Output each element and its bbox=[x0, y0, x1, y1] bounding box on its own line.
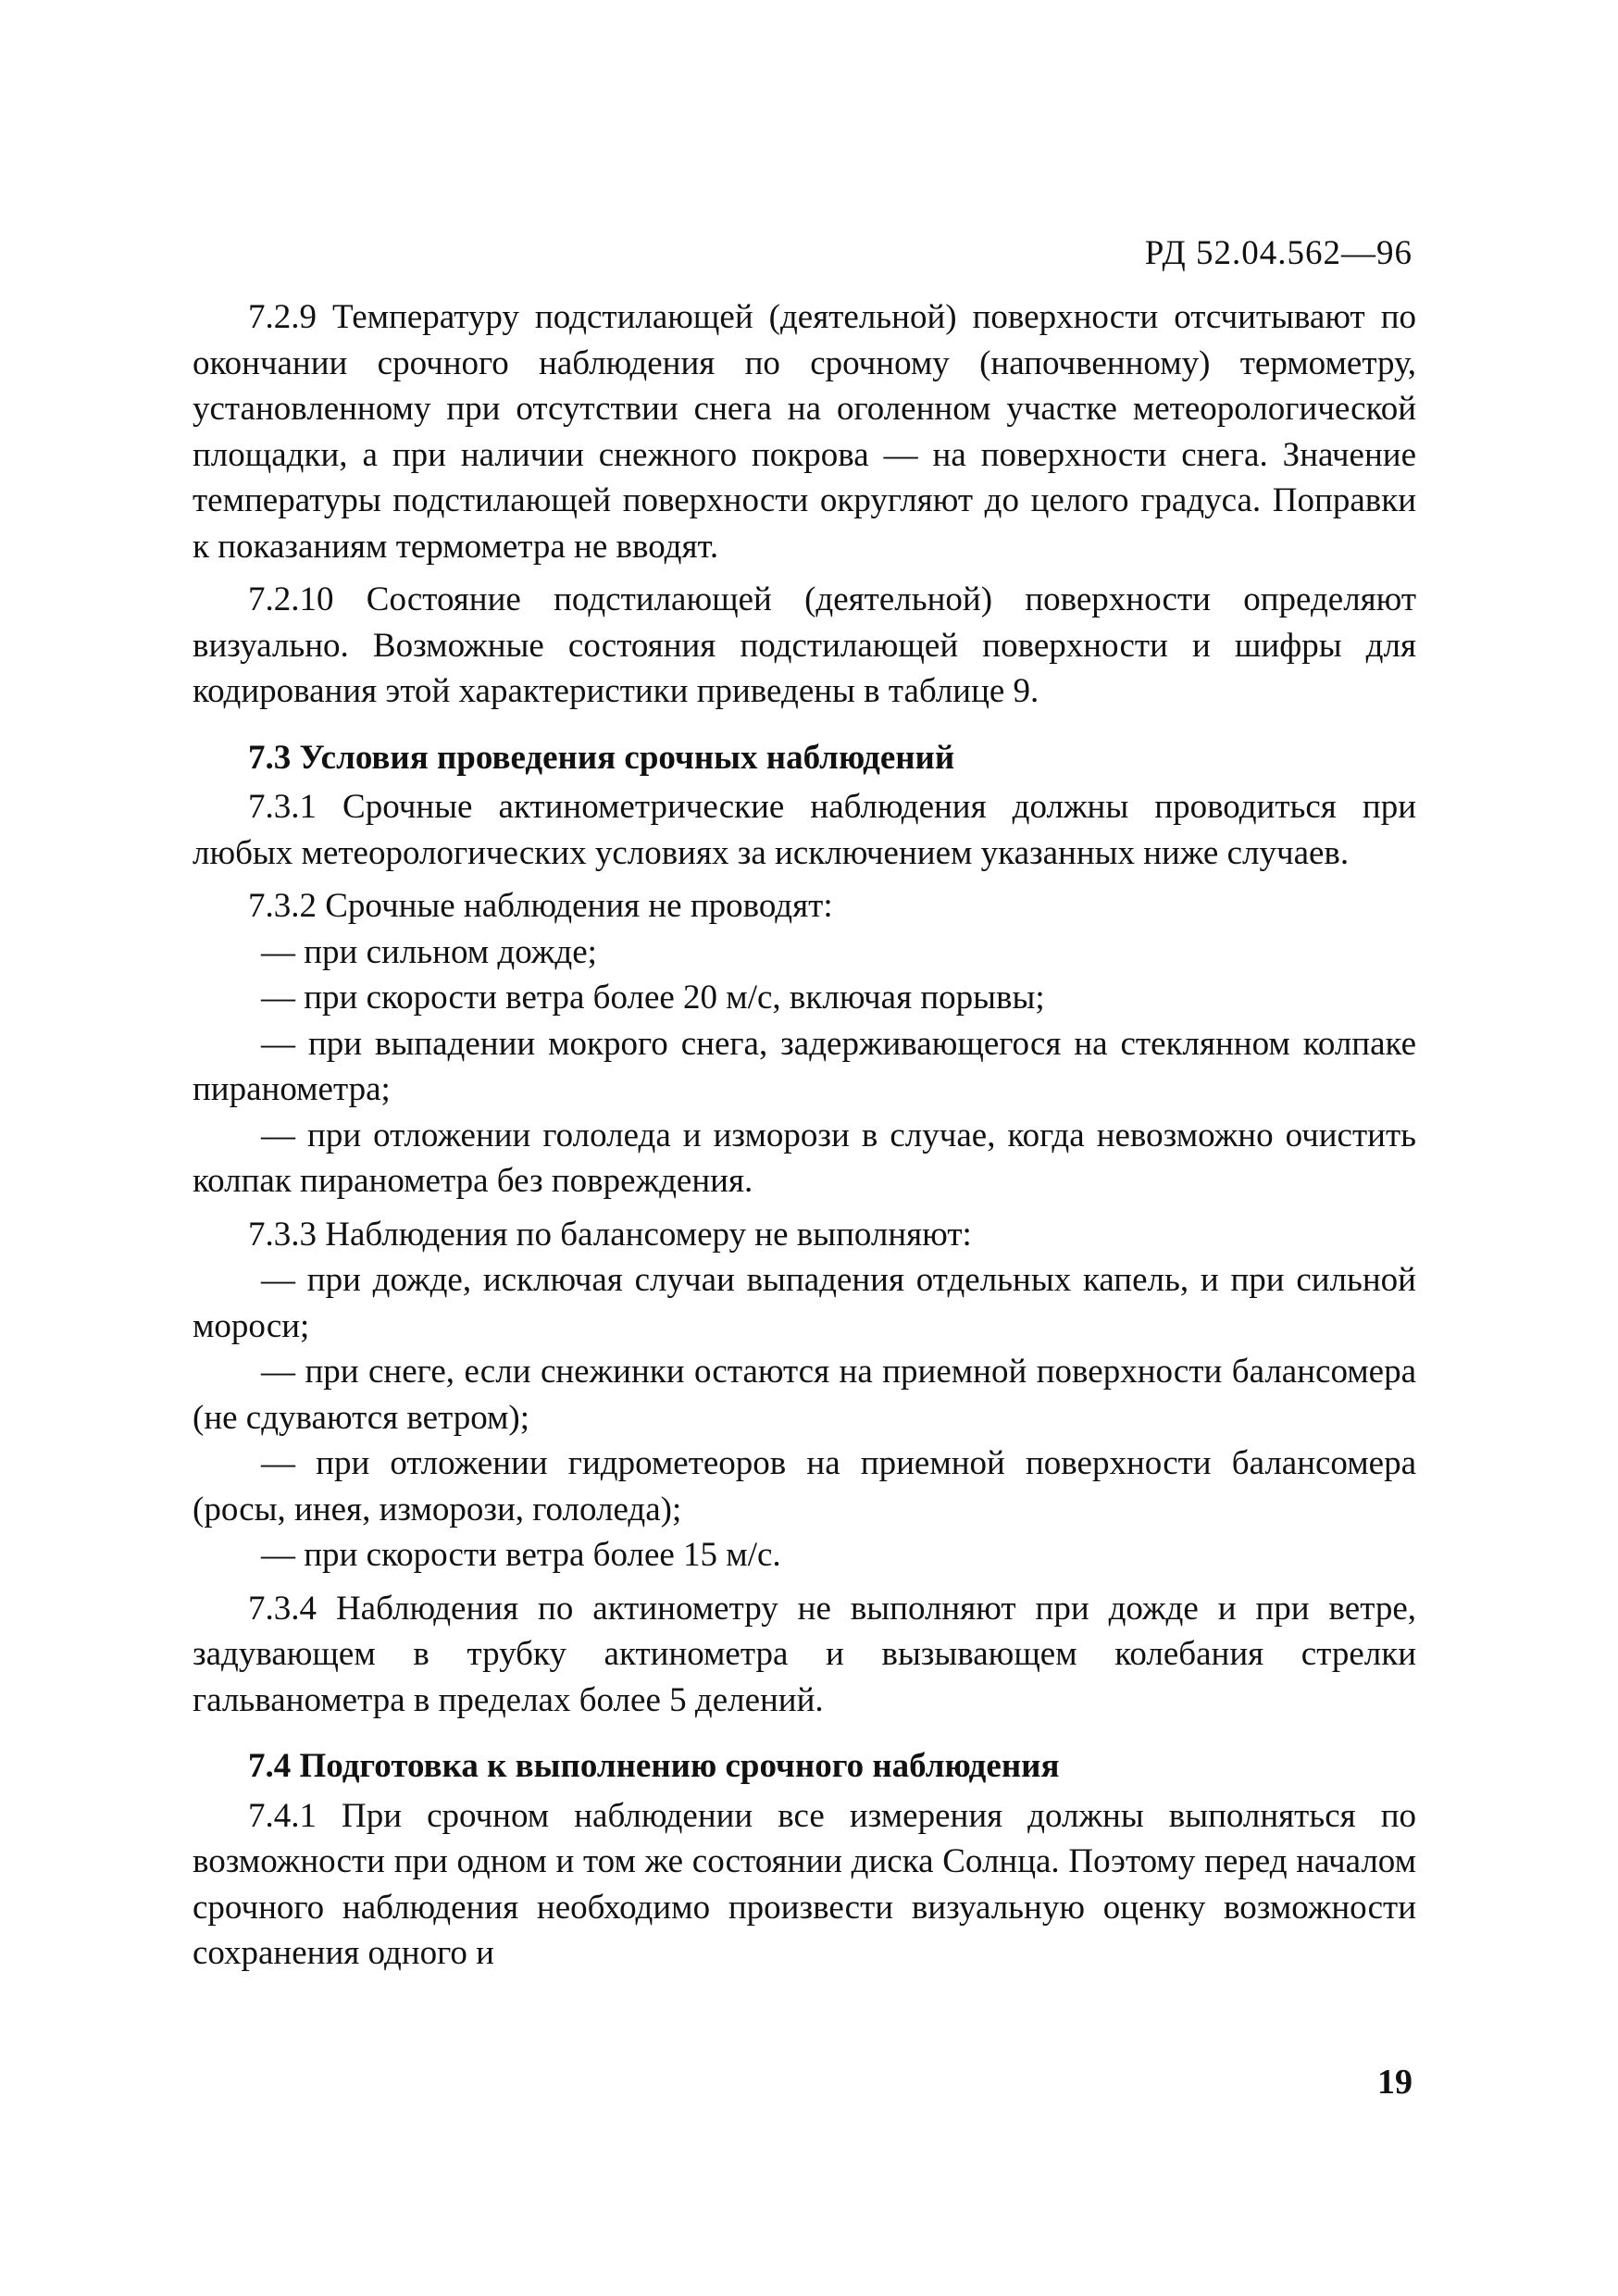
list-item: — при дожде, исключая случаи выпадения отдельных капель, и при сильной мороси; bbox=[193, 1261, 1416, 1345]
list-item: — при снеге, если снежинки остаются на приемной поверхности балансомера (не сдуваются ветром); bbox=[193, 1353, 1416, 1437]
section-heading-7-3: 7.3 Условия проведения срочных наблюдений bbox=[248, 738, 955, 777]
paragraph-7-3-1: 7.3.1 Срочные актинометрические наблюдения должны проводиться при любых метеорологических условиях за исключением указанных ниже случаев. bbox=[193, 788, 1416, 872]
document-code: РД 52.04.562—96 bbox=[1144, 234, 1413, 272]
paragraph-7-3-3: 7.3.3 Наблюдения по балансомеру не выполняют: bbox=[248, 1215, 972, 1254]
paragraph-7-4-1: 7.4.1 При срочном наблюдении все измерения должны выполняться по возможности при одном и том же состоянии диска Солнца. Поэтому перед началом срочного наблюдения необходимо произвести визуальную оценку возможности сохранения одного и bbox=[193, 1796, 1416, 1972]
list-item: — при выпадении мокрого снега, задерживающегося на стеклянном колпаке пиранометра; bbox=[193, 1024, 1416, 1108]
list-item: — при отложении гидрометеоров на приемной поверхности балансомера (росы, инея, изморози, гололеда); bbox=[193, 1444, 1416, 1529]
list-item: — при скорости ветра более 20 м/с, включая порывы; bbox=[261, 979, 1045, 1017]
list-item: — при сильном дожде; bbox=[261, 932, 597, 971]
page-number: 19 bbox=[1377, 2063, 1413, 2102]
section-heading-7-4: 7.4 Подготовка к выполнению срочного наблюдения bbox=[248, 1747, 1060, 1785]
body-text bbox=[193, 294, 1416, 1977]
list-item: — при скорости ветра более 15 м/с. bbox=[261, 1536, 781, 1574]
paragraph-7-2-10: 7.2.10 Состояние подстилающей (деятельной) поверхности определяют визуально. Возможные состояния подстилающей поверхности и шифры для кодирования этой характеристики приведены в таблице 9. bbox=[193, 580, 1416, 710]
paragraph-7-3-2: 7.3.2 Срочные наблюдения не проводят: bbox=[248, 887, 833, 925]
list-item: — при отложении гололеда и изморози в случае, когда невозможно очистить колпак пиранометра без повреждения. bbox=[193, 1116, 1416, 1200]
paragraph-7-2-9: 7.2.9 Температуру подстилающей (деятельной) поверхности отсчитывают по окончании срочного наблюдения по срочному (напочвенному) термометру, установленному при отсутствии снега на оголенном участке метеорологической площадки, а при наличии снежного покрова — на поверхности снега. Значение температуры подстилающей поверхности округляют до целого градуса. Поправки к показаниям термометра не вводят. bbox=[193, 298, 1416, 566]
paragraph-7-3-4: 7.3.4 Наблюдения по актинометру не выполняют при дожде и при ветре, задувающем в трубку актинометра и вызывающем колебания стрелки гальванометра в пределах более 5 делений. bbox=[193, 1589, 1416, 1719]
